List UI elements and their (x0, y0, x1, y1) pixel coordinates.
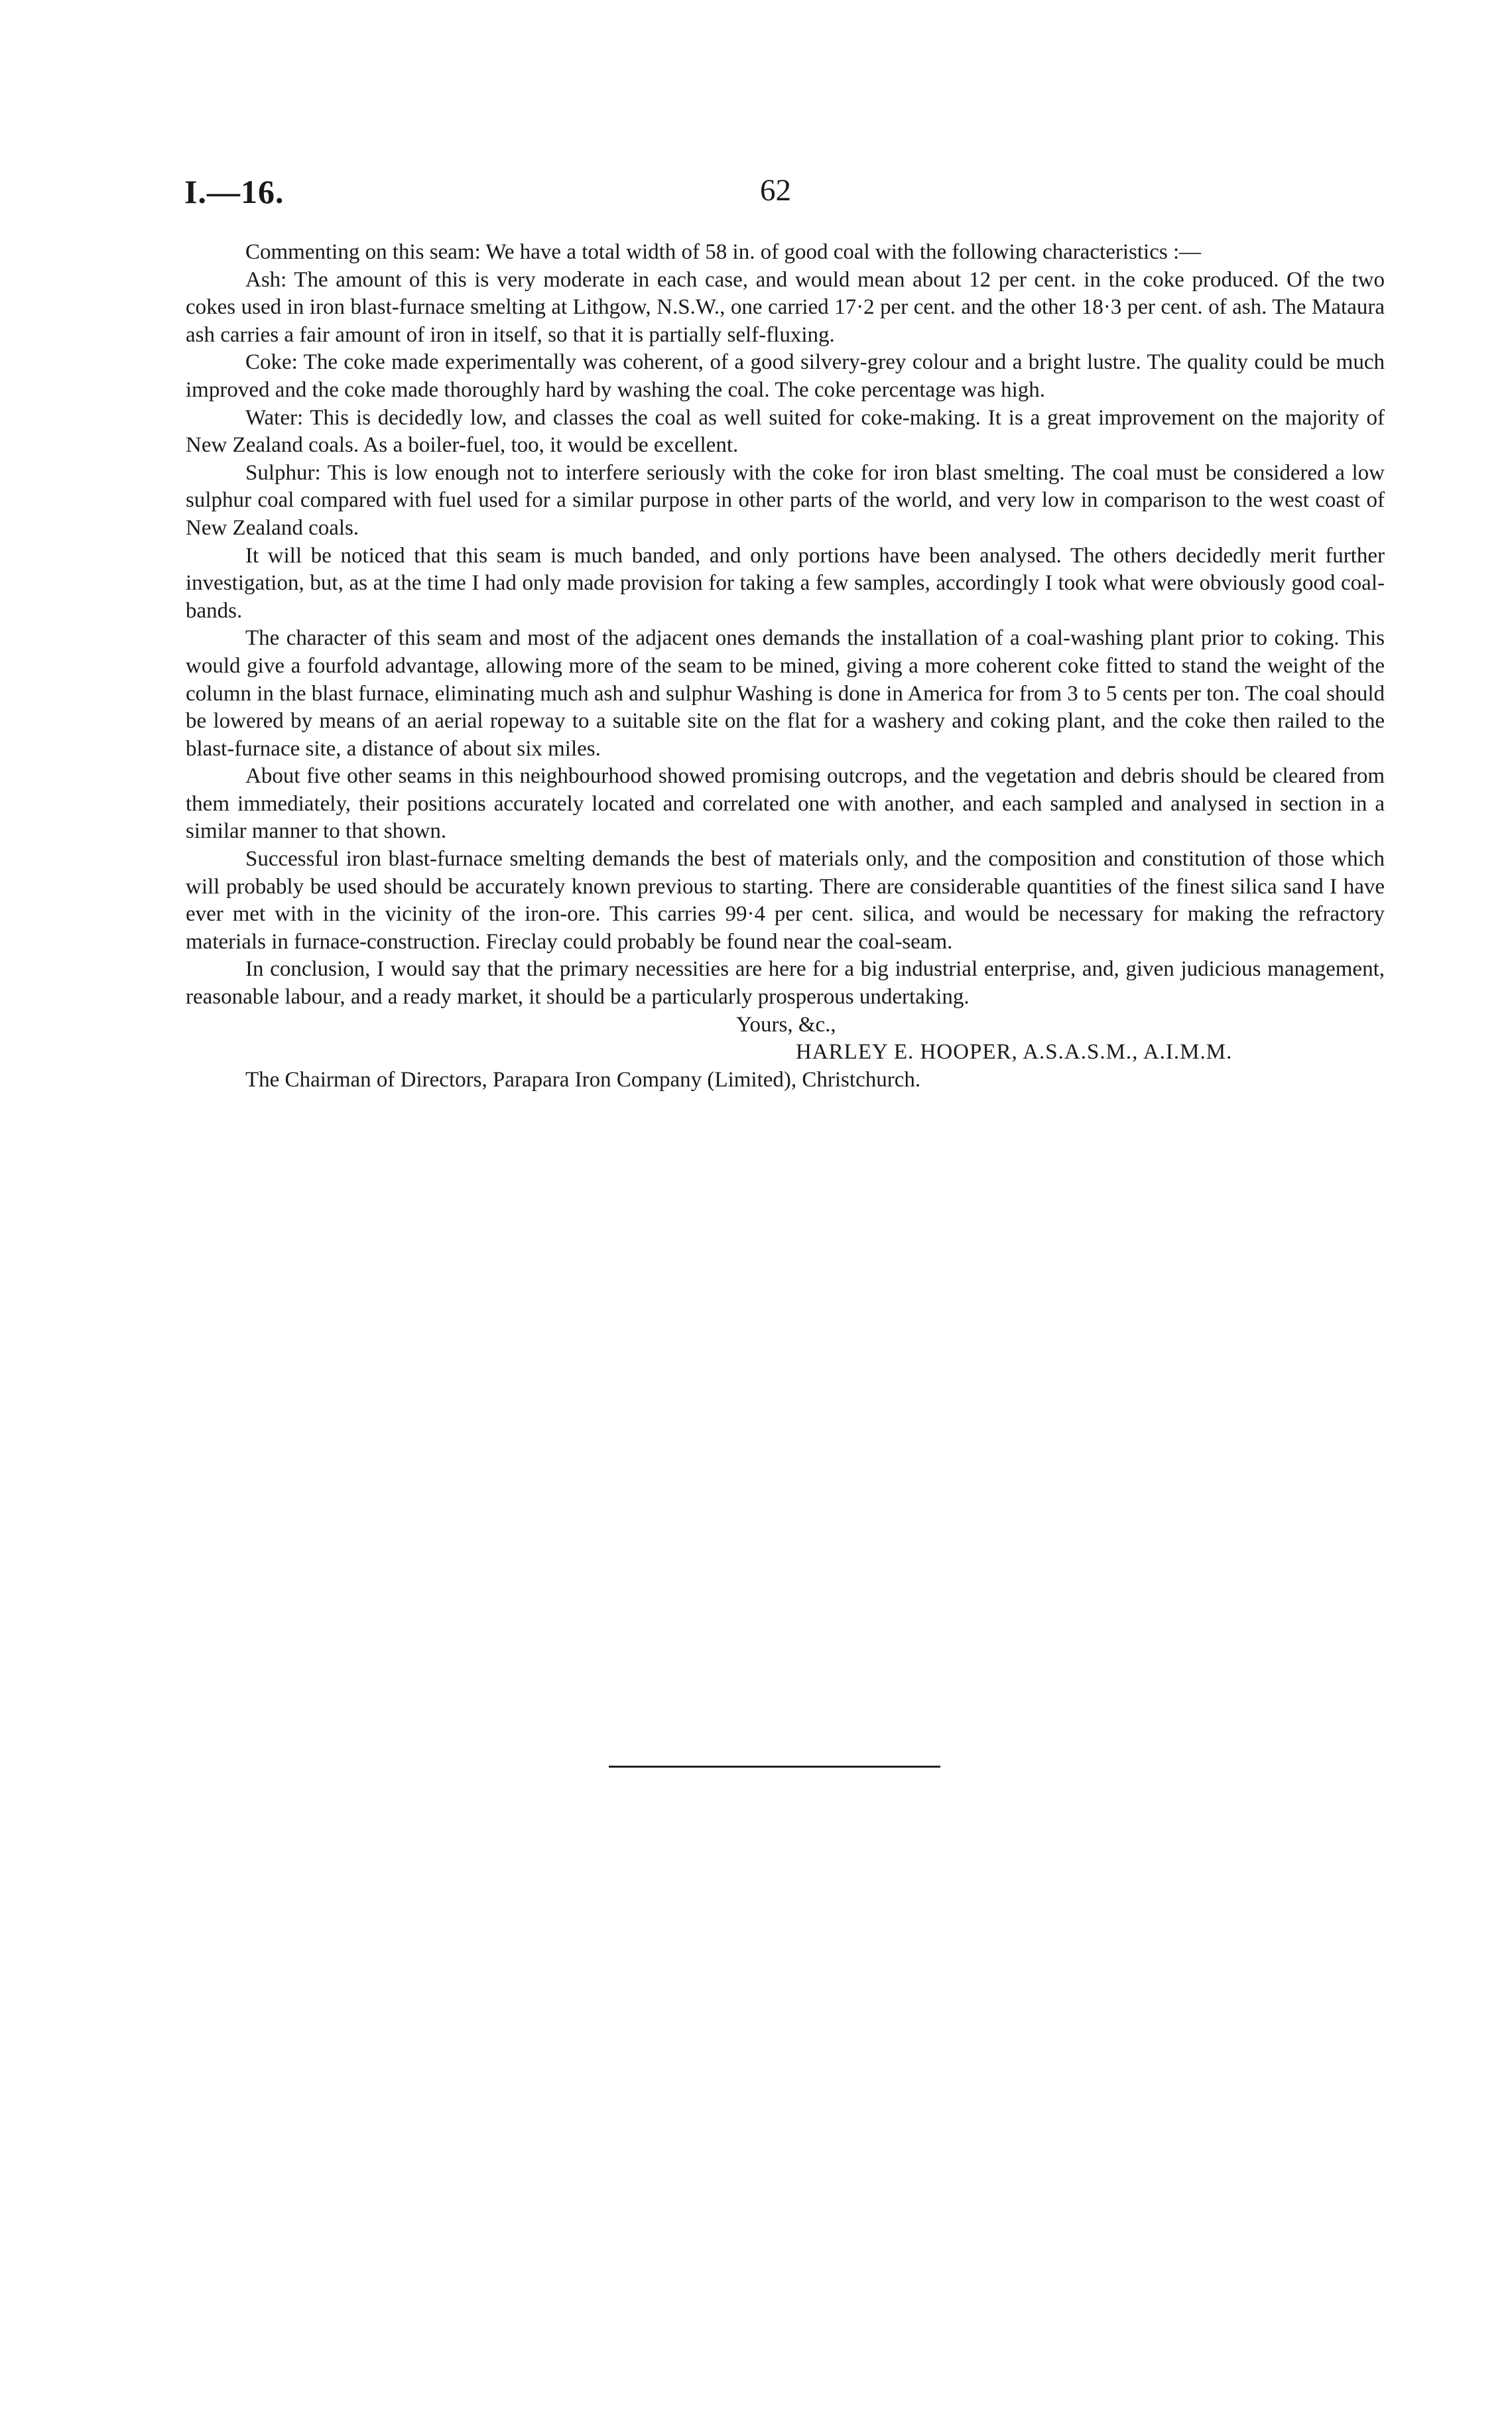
section-divider (609, 1766, 940, 1768)
paragraph-banding: It will be noticed that this seam is much banded, and only portions have been analysed. The others decidedly merit further investigation, but, as at the time I had only made provision for taking a few samples, accordingly I took what were obviously good coal-bands. (186, 543, 1385, 623)
paragraph-ash: Ash: The amount of this is very moderate in each case, and would mean about 12 per cent. in the coke produced. Of the two cokes used in iron blast-furnace smelting at Lithgow, N.S.W., one carried 17·2 per cent. and the other 18·3 per cent. of ash. The Mataura ash carries a fair amount of iron in itself, so that it is partially self-fluxing. (186, 267, 1385, 347)
paragraph-washing-plant: The character of this seam and most of the adjacent ones demands the installation of a coal-washing plant prior to coking. This would give a fourfold advantage, allowing more of the seam to be mined, giving a more coherent coke fitted to stand the weight of the column in the blast furnace, eliminating much ash and sulphur Washing is done in America for from 3 to 5 cents per ton. The coal should be lowered by means of an aerial ropeway to a suitable site on the flat for a washery and coking plant, and the coke then railed to the blast-furnace site, a distance of about six miles. (186, 626, 1385, 761)
paragraph-water: Water: This is decidedly low, and classes the coal as well suited for coke-making. It is a great improvement on the majority of New Zealand coals. As a boiler-fuel, too, it would be excellent. (186, 405, 1385, 458)
signature: HARLEY E. HOOPER, A.S.A.S.M., A.I.M.M. (796, 1040, 1233, 1065)
paragraph-intro: Commenting on this seam: We have a total width of 58 in. of good coal with the following characteristics :— (245, 240, 1202, 264)
paragraph-conclusion: In conclusion, I would say that the primary necessities are here for a big industrial enterprise, and, given judicious management, reasonable labour, and a ready market, it should be a particularly prosperous undertaking. (186, 957, 1385, 1010)
paper-reference: I.—16. (184, 173, 284, 210)
paragraph-coke: Coke: The coke made experimentally was coherent, of a good silvery-grey colour and a bright lustre. The quality could be much improved and the coke made thoroughly hard by washing the coal. The coke percentage was high. (186, 350, 1385, 402)
paragraph-other-seams: About five other seams in this neighbourhood showed promising outcrops, and the vegetation and debris should be cleared from them immediately, their positions accurately located and correlated one with another, and each sampled and analysed in section in a similar manner to that shown. (186, 764, 1385, 844)
body-text (186, 239, 1385, 1094)
closing-salutation: Yours, &c., (736, 1012, 836, 1037)
addressee: The Chairman of Directors, Parapara Iron Company (Limited), Christchurch. (245, 1067, 921, 1092)
page-number: 62 (760, 173, 791, 208)
paragraph-silica: Successful iron blast-furnace smelting demands the best of materials only, and the composition and constitution of those which will probably be used should be accurately known previous to starting. There are considerable quantities of the finest silica sand I have ever met with in the vicinity of the iron-ore. This carries 99·4 per cent. silica, and would be necessary for making the refractory materials in furnace-construction. Fireclay could probably be found near the coal-seam. (186, 847, 1385, 954)
paragraph-sulphur: Sulphur: This is low enough not to interfere seriously with the coke for iron blast smelting. The coal must be considered a low sulphur coal compared with fuel used for a similar purpose in other parts of the world, and very low in comparison to the west coast of New Zealand coals. (186, 460, 1385, 540)
page-header (184, 172, 1385, 226)
